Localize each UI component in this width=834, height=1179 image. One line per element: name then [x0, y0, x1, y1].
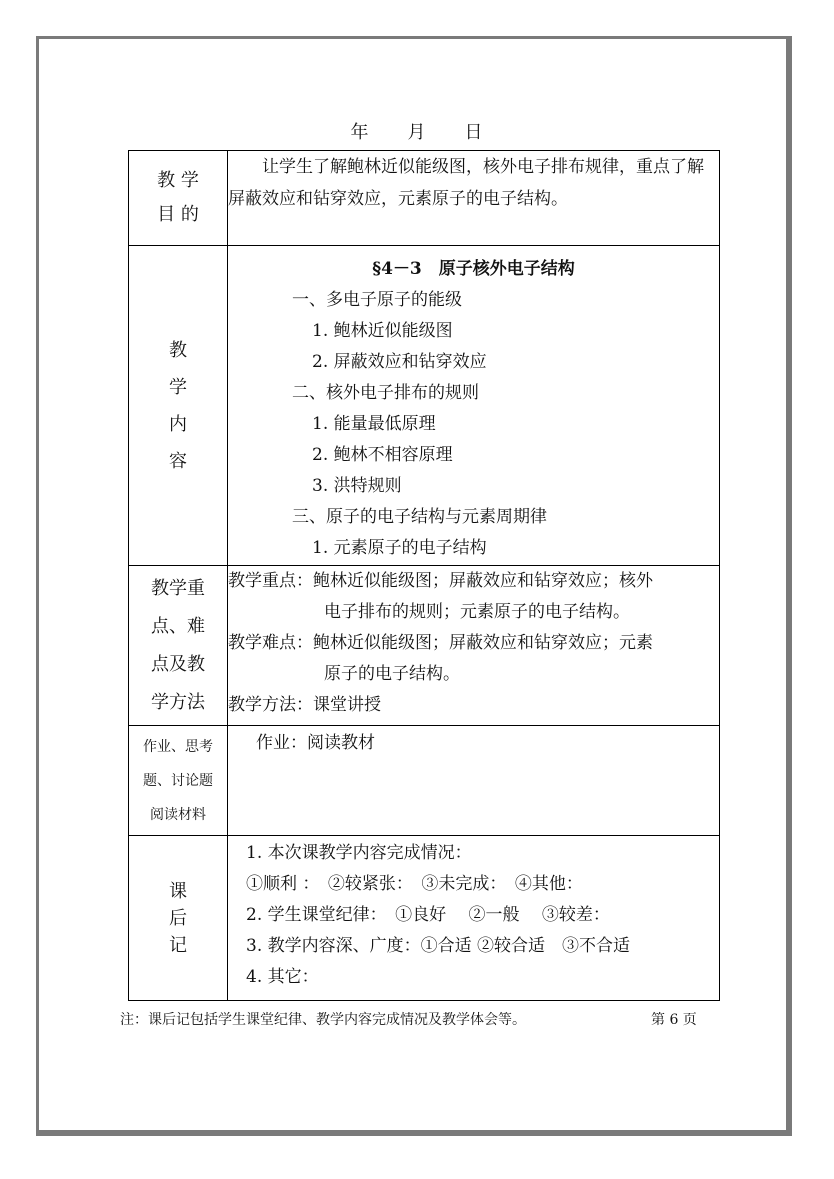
page-number: 第 6 页	[651, 1012, 697, 1028]
key-points-row	[129, 566, 720, 726]
lesson-plan-table	[128, 150, 720, 1001]
objective-label	[129, 151, 228, 246]
content-label	[129, 246, 228, 566]
afterword-line: 4. 其它：	[246, 967, 319, 987]
content-body	[228, 246, 720, 566]
homework-label-line: 阅读材料	[150, 807, 206, 823]
afterword-body	[228, 836, 720, 1001]
date-month: 月	[407, 122, 427, 143]
key-points-label-line: 点、难	[151, 615, 205, 637]
afterword-line: 1. 本次课教学内容完成情况：	[246, 843, 472, 863]
content-item: 3. 洪特规则	[312, 476, 402, 496]
content-label-line: 教	[169, 339, 187, 361]
focus-line-cont: 电子排布的规则；元素原子的电子结构。	[324, 602, 630, 622]
objective-label-line: 教 学	[157, 170, 199, 191]
homework-label-line: 作业、思考	[143, 739, 213, 755]
key-points-label-line: 点及教	[151, 653, 205, 675]
content-row	[129, 246, 720, 566]
content-label-line: 学	[169, 376, 187, 398]
afterword-label-line: 记	[169, 934, 187, 956]
afterword-label	[129, 836, 228, 1001]
afterword-label-line: 后	[169, 907, 187, 929]
homework-label	[129, 726, 228, 836]
difficulty-line-cont: 原子的电子结构。	[324, 664, 460, 684]
homework-text: 作业：阅读教材	[228, 726, 720, 836]
objective-label-line: 目 的	[157, 204, 199, 225]
content-item: 1. 能量最低原理	[312, 414, 436, 434]
date-line	[0, 118, 834, 144]
afterword-line: ①顺利 ： ②较紧张： ③未完成： ④其他：	[246, 874, 583, 894]
key-points-body	[228, 566, 720, 726]
footer-note: 注：课后记包括学生课堂纪律、教学内容完成情况及教学体会等。	[120, 1012, 526, 1028]
afterword-line: 2. 学生课堂纪律： ①良好 ②一般 ③较差：	[246, 905, 610, 925]
content-item: 三、原子的电子结构与元素周期律	[292, 507, 547, 527]
content-label-line: 容	[169, 450, 187, 472]
method-line: 教学方法：课堂讲授	[228, 695, 381, 715]
content-item: 二、核外电子排布的规则	[292, 383, 479, 403]
date-day: 日	[464, 122, 484, 143]
content-item: 1. 元素原子的电子结构	[312, 538, 487, 558]
homework-row	[129, 726, 720, 836]
content-label-line: 内	[169, 413, 187, 435]
difficulty-line: 教学难点：鲍林近似能级图；屏蔽效应和钻穿效应；元素	[228, 633, 653, 653]
key-points-label	[129, 566, 228, 726]
afterword-line: 3. 教学内容深、广度：①合适 ②较合适 ③不合适	[246, 936, 631, 956]
content-item: 2. 鲍林不相容原理	[312, 445, 453, 465]
section-title: §4－3 原子核外电子结构	[372, 259, 575, 279]
afterword-label-line: 课	[169, 880, 187, 902]
focus-line: 教学重点：鲍林近似能级图；屏蔽效应和钻穿效应；核外	[228, 571, 653, 591]
content-item: 1. 鲍林近似能级图	[312, 321, 453, 341]
objective-text: 让学生了解鲍林近似能级图，核外电子排布规律，重点了解屏蔽效应和钻穿效应，元素原子的电子结构。	[228, 151, 720, 246]
date-year: 年	[350, 122, 370, 143]
objective-row	[129, 151, 720, 246]
key-points-label-line: 教学重	[151, 577, 205, 599]
homework-label-line: 题、讨论题	[143, 773, 213, 789]
afterword-row	[129, 836, 720, 1001]
key-points-label-line: 学方法	[151, 691, 205, 713]
content-item: 一、多电子原子的能级	[292, 290, 462, 310]
content-item: 2. 屏蔽效应和钻穿效应	[312, 352, 487, 372]
